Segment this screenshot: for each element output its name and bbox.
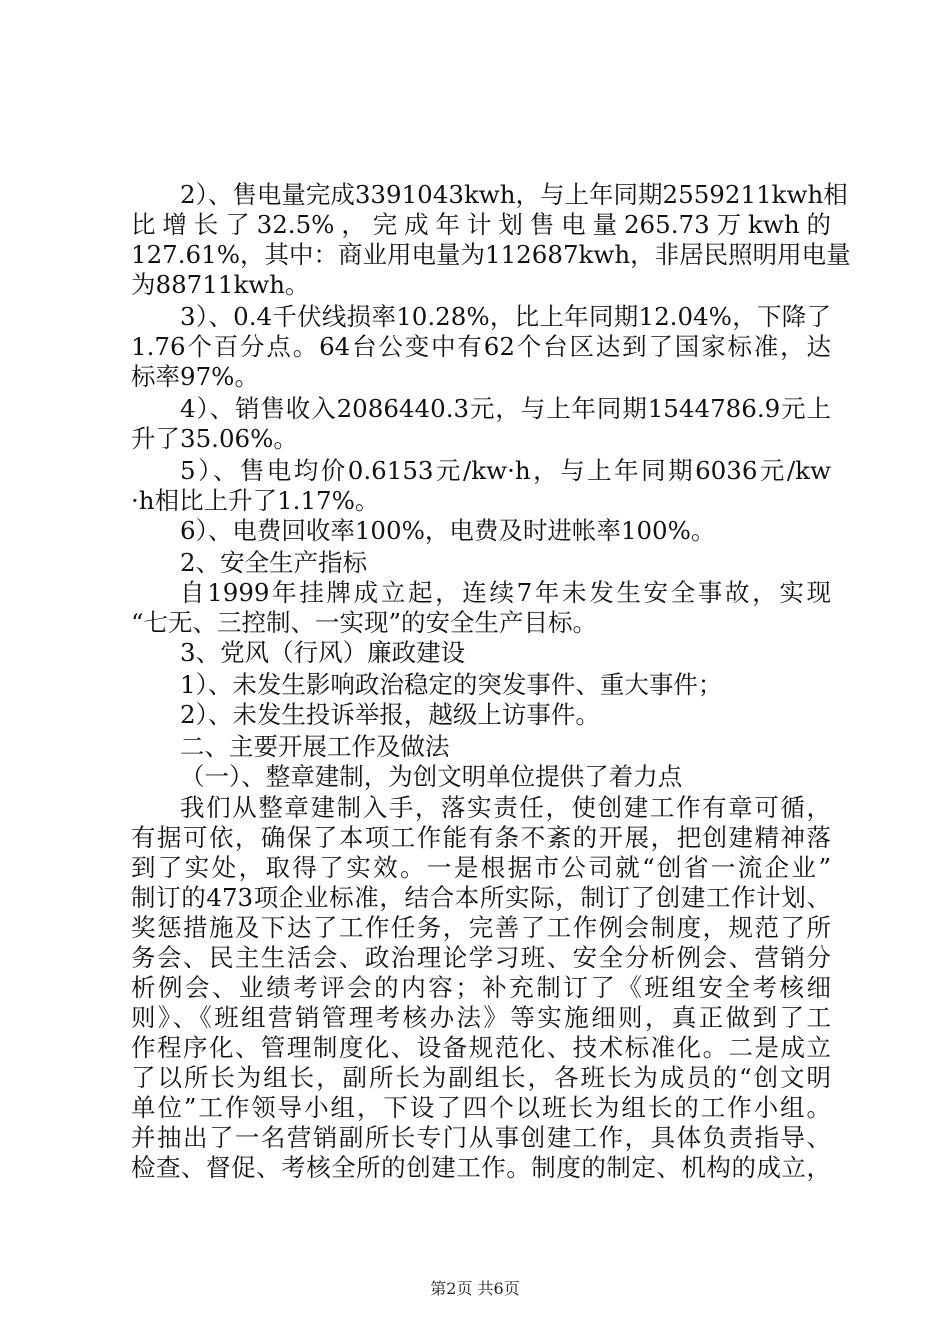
text-line: 奖惩措施及下达了工作任务，完善了工作例会制度，规范了所 [131, 913, 831, 942]
text-line: 到了实处，取得了实效。一是根据市公司就“创省一流企业” [131, 853, 831, 882]
text-line: 析例会、业绩考评会的内容；补充制订了《班组安全考核细 [131, 973, 831, 1002]
text-line: 5）、售电均价0.6153元/kw·h，与上年同期6036元/kw [180, 456, 831, 485]
section-heading: 2、安全生产指标 [180, 548, 368, 577]
text-line: 1.76个百分点。64台公变中有62个台区达到了国家标准，达 [131, 332, 831, 361]
text-line: 2）、售电量完成3391043kwh，与上年同期2559211kwh相 [180, 180, 848, 209]
text-line: 务会、民主生活会、政治理论学习班、安全分析例会、营销分 [131, 943, 831, 972]
section-heading: （一）、整章建制，为创文明单位提供了着力点 [180, 762, 683, 791]
text-line: 2）、未发生投诉举报，越级上访事件。 [180, 700, 600, 729]
text-line: 并抽出了一名营销副所长专门从事创建工作，具体负责指导、 [131, 1123, 831, 1152]
text-line: 则》、《班组营销管理考核办法》等实施细则，真正做到了工 [131, 1003, 831, 1032]
text-line: 自1999年挂牌成立起，连续7年未发生安全事故，实现 [180, 578, 831, 607]
text-line: 单位”工作领导小组，下设了四个以班长为组长的工作小组。 [131, 1093, 831, 1122]
text-line: 4）、销售收入2086440.3元，与上年同期1544786.9元上 [180, 394, 831, 423]
text-line: 作程序化、管理制度化、设备规范化、技术标准化。二是成立 [131, 1033, 831, 1062]
text-line: 127.61%，其中：商业用电量为112687kwh，非居民照明用电量 [131, 240, 851, 269]
text-line: ·h相比上升了1.17%。 [131, 486, 380, 515]
text-line: 了以所长为组长，副所长为副组长，各班长为成员的“创文明 [131, 1063, 831, 1092]
text-line: 有据可依，确保了本项工作能有条不紊的开展，把创建精神落 [131, 823, 831, 852]
text-line: 1）、未发生影响政治稳定的突发事件、重大事件； [180, 670, 723, 699]
text-line: “七无、三控制、一实现”的安全生产目标。 [131, 608, 598, 637]
text-line: 为88711kwh。 [131, 270, 310, 299]
text-line: 升了35.06%。 [131, 424, 298, 453]
text-line: 标率97%。 [131, 362, 259, 391]
text-line: 6）、电费回收率100%，电费及时进帐率100%。 [180, 516, 716, 545]
text-line: 我们从整章建制入手，落实责任，使创建工作有章可循， [180, 793, 831, 822]
text-line: 制订的473项企业标准，结合本所实际，制订了创建工作计划、 [131, 883, 831, 912]
page-footer: 第2页 共6页 [430, 1279, 520, 1298]
text-line: 3）、0.4千伏线损率10.28%，比上年同期12.04%，下降了 [180, 302, 831, 331]
section-heading: 3、党风（行风）廉政建设 [180, 638, 466, 667]
text-line: 比增长了32.5%，完成年计划售电量265.73万kwh的 [131, 210, 831, 239]
section-heading: 二、主要开展工作及做法 [180, 732, 450, 761]
text-line: 检查、督促、考核全所的创建工作。制度的制定、机构的成立， [131, 1153, 831, 1182]
